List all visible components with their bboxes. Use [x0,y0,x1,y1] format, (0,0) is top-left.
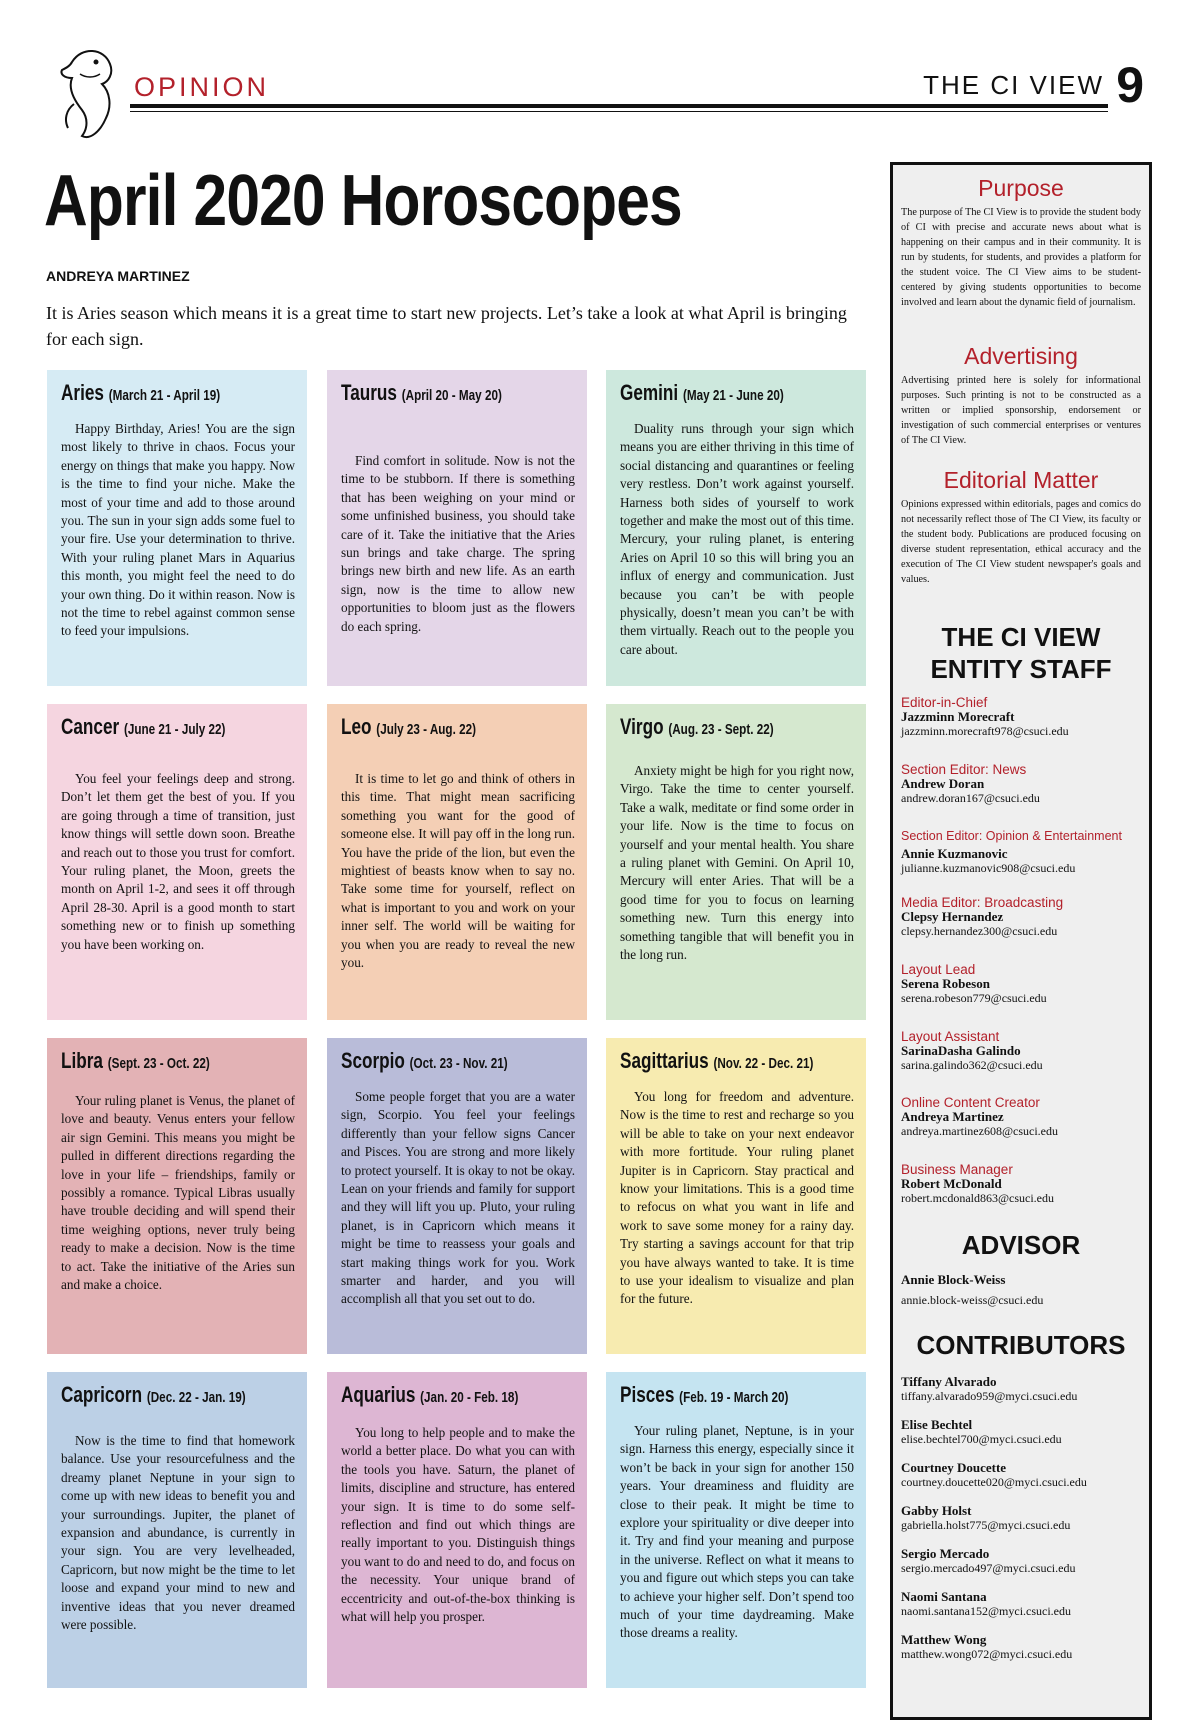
staff-name: Robert McDonald [901,1176,1002,1191]
sign-heading [341,1382,524,1408]
contributor-entry [901,1590,1147,1618]
sign-card-capricorn [47,1372,307,1688]
sign-dates: (Sept. 23 - Oct. 22) [107,1055,210,1072]
staff-role: Section Editor: Opinion & Entertainment [901,829,1122,843]
sign-card-aquarius [327,1372,587,1688]
sign-dates: (Dec. 22 - Jan. 19) [146,1389,246,1406]
staff-entry [901,829,1147,875]
staff-role: Layout Lead [901,962,976,977]
staff-email: andrew.doran167@csuci.edu [901,791,1040,805]
sign-text: You long for freedom and adventure. Now is the time to rest and recharge so you will be able to take on your next endeavor with more fortitude. Your ruling planet Jupiter is in Capricorn. Stay practical and know your limitations. This is a good time to refocus on what you want in life and work to save some money for a rainy day. Try starting a savings account for that trip you have always wanted to take. It is time to use your idealism to visualize and plan for the future. [620,1089,854,1307]
contributor-entry [901,1633,1147,1661]
sign-heading [341,1048,524,1074]
staff-role: Online Content Creator [901,1095,1040,1110]
byline: ANDREYA MARTINEZ [46,268,190,284]
sign-heading [620,714,803,740]
sign-card-sagittarius [606,1038,866,1354]
contributor-entry [901,1547,1147,1575]
masthead-text: THE CI VIEW [923,70,1104,100]
contributor-name: Naomi Santana [901,1589,987,1604]
sign-name: Virgo [620,714,664,739]
sign-card-gemini [606,370,866,686]
sign-name: Taurus [341,380,397,405]
sign-card-virgo [606,704,866,1020]
sign-name: Capricorn [61,1382,143,1407]
sign-text: Duality runs through your sign which means you are either thriving in this time of social distancing and quarantines or feeling very restless. Don’t work against yourself. Harness both sides of yourself to work together and make the most out of this time. Mercury, your ruling planet, is entering Aries on April 10 so this will bring you an influx of energy and communication. Just because you can’t be with people physically, doesn’t mean you can’t be with them virtually. Reach out to the people you care about. [620,421,854,657]
sign-text: Anxiety might be high for you right now, Virgo. Take the time to center yourself. Take a walk, meditate or find some order in your life. Now is the time to focus on yourself and your mental health. You share a ruling planet with Gemini. On April 10, Mercury will enter Aries. That will be a good time for you to focus on learning something new. Turn this energy into something tangible that will benefit you in the long run. [620,763,854,963]
contributor-email: courtney.doucette020@myci.csuci.edu [901,1475,1087,1489]
sign-text: It is time to let go and think of others in this time. That might mean sacrificing something you want for the good of someone else. It will pay off in the long run. You have the pride of the lion, but even the mightiest of beasts know when to say no. Take some time for yourself, reflect on what is important to you and work on your inner self. The world will be waiting for you when you are ready to reveal the new you. [341,771,575,971]
editorial-text: Opinions expressed within editorials, pages and comics do not necessarily reflect those of The CI View, its faculty or the student body. Publications are produced focusing on diverse student representation, ethical accuracy and the execution of The CI View student newspaper's goals and values. [901,499,1141,585]
staff-role: Business Manager [901,1162,1013,1177]
sign-name: Cancer [61,714,120,739]
contributor-email: naomi.santana152@myci.csuci.edu [901,1604,1072,1618]
contributor-name: Gabby Holst [901,1503,972,1518]
sign-dates: (April 20 - May 20) [401,387,502,404]
staff-email: jazzminn.morecraft978@csuci.edu [901,724,1069,738]
sign-heading [61,1048,244,1074]
sign-text: Find comfort in solitude. Now is not the time to be stubborn. If there is something that has been weighing on your mind or some unfinished business, you should take care of it. Take the initiative that the Aries sun brings and take charge. The spring brings new birth and new life. As an earth sign, now is the time to allow new opportunities to bloom just as the flowers do each spring. [341,453,575,634]
staff-name: Jazzminn Morecraft [901,709,1015,724]
staff-entry [901,762,1147,805]
staff-entry [901,962,1147,1005]
advertising-heading: Advertising [964,343,1078,369]
sign-name: Gemini [620,380,679,405]
contributor-email: matthew.wong072@myci.csuci.edu [901,1647,1073,1661]
sign-dates: (Aug. 23 - Sept. 22) [668,721,774,738]
sign-heading [341,380,524,406]
staff-name: SarinaDasha Galindo [901,1043,1021,1058]
sign-heading [620,380,803,406]
staff-entry [901,895,1147,938]
staff-email: robert.mcdonald863@csuci.edu [901,1191,1055,1205]
sign-heading [61,714,244,740]
staff-entry [901,1029,1147,1072]
sign-text: Your ruling planet is Venus, the planet of love and beauty. Venus enters your fellow air sign Gemini. This means you might be pulled in different directions regarding the love in your life – friendships, family or possibly a romance. Typical Libras usually have trouble deciding and will spend their time weighing options, never truly being ready to make a decision. Now is the time to act. Take the initiative of the Aries sun and make a choice. [61,1093,295,1293]
sign-dates: (Feb. 19 - March 20) [679,1389,789,1406]
staff-role: Layout Assistant [901,1029,1000,1044]
section-label: OPINION [134,72,270,102]
sign-dates: (Oct. 23 - Nov. 21) [409,1055,508,1072]
sign-dates: (June 21 - July 22) [123,721,226,738]
contributor-name: Tiffany Alvarado [901,1374,997,1389]
sign-text: Your ruling planet, Neptune, is in your sign. Harness this energy, especially since it won’t be back in your sign for another 150 years. Your dreaminess and fluidity are close to their peak. It might be time to explore your spirituality or dive deeper into it. Try and find your meaning and purpose in the universe. Reflect on what it means to you and figure out which steps you can take to achieve your higher self. Don’t spend too much of your time daydreaming. Make those dreams a reality. [620,1423,854,1641]
purpose-text: The purpose of The CI View is to provide the student body of CI with precise and accurate news about what is happening on their campus and in their community. It is run by students, for students, and provides a platform for the student voice. The CI View aims to be student-centered by giving students opportunities to become involved and learn about the dynamic field of journalism. [901,207,1141,308]
sign-card-scorpio [327,1038,587,1354]
header-rule [130,104,1108,108]
contributor-entry [901,1504,1147,1532]
sign-name: Aquarius [341,1382,416,1407]
contributor-name: Matthew Wong [901,1632,987,1647]
contributor-email: tiffany.alvarado959@myci.csuci.edu [901,1389,1078,1403]
staff-role: Section Editor: News [901,762,1027,777]
sign-name: Aries [61,380,104,405]
contributor-entry [901,1461,1147,1489]
sign-card-leo [327,704,587,1020]
staff-heading-line1: THE CI VIEW [941,622,1101,652]
staff-name: Serena Robeson [901,976,990,991]
sign-dates: (Jan. 20 - Feb. 18) [420,1389,519,1406]
sign-text: Some people forget that you are a water sign, Scorpio. You feel your feelings differently than your fellow signs Cancer and Pisces. You are strong and more likely to protect yourself. It is okay to not be okay. Lean on your friends and family for support and they will lift you up. Pluto, your ruling planet, is in Capricorn which means it might be time to reassess your goals and start making things work for you. Work smarter and harder, and you will accomplish all that you set out to do. [341,1089,575,1307]
staff-email: julianne.kuzmanovic908@csuci.edu [901,861,1076,875]
staff-heading [893,621,1149,685]
advisor-email: annie.block-weiss@csuci.edu [901,1293,1044,1307]
sign-heading [61,1382,244,1408]
advisor-name: Annie Block-Weiss [901,1272,1006,1287]
sign-card-taurus [327,370,587,686]
sign-heading [61,380,244,406]
contributors-heading: CONTRIBUTORS [916,1330,1126,1360]
sign-card-pisces [606,1372,866,1688]
advisor-entry [901,1273,1147,1307]
sign-card-libra [47,1038,307,1354]
contributor-email: elise.bechtel700@myci.csuci.edu [901,1432,1062,1446]
staff-sidebar [890,162,1152,1720]
staff-entry [901,1095,1147,1138]
sign-heading [620,1048,814,1074]
staff-role: Editor-in-Chief [901,695,988,710]
staff-email: serena.robeson779@csuci.edu [901,991,1047,1005]
staff-name: Andreya Martinez [901,1109,1004,1124]
article-title: April 2020 Horoscopes [44,161,682,241]
sign-text: You feel your feelings deep and strong. Don’t let them get the best of you. If you are going through a time of transition, just know things will settle down soon. Breathe and reach out to those you trust for comfort. Your ruling planet, the Moon, greets the month on April 1-2, and sees it off through April 28-30. April is a good month to start something new or to finish up something you have been working on. [61,771,295,952]
sign-name: Leo [341,714,372,739]
staff-name: Annie Kuzmanovic [901,846,1008,861]
sign-dates: (March 21 - April 19) [108,387,221,404]
staff-email: andreya.martinez608@csuci.edu [901,1124,1058,1138]
staff-heading-line2: ENTITY STAFF [930,654,1112,684]
sign-name: Scorpio [341,1048,405,1073]
contributor-name: Elise Bechtel [901,1417,973,1432]
sign-card-cancer [47,704,307,1020]
staff-email: clepsy.hernandez300@csuci.edu [901,924,1058,938]
advertising-text: Advertising printed here is solely for informational purposes. Such printing is not to be constructed as a written or implied sponsorship, endorsement or investigation of such commercial enterprises or ventures of The CI View. [901,375,1141,446]
contributor-name: Courtney Doucette [901,1460,1007,1475]
sign-dates: (Nov. 22 - Dec. 21) [713,1055,814,1072]
contributor-entry [901,1375,1147,1403]
staff-name: Andrew Doran [901,776,985,791]
dolphin-mascot-icon [52,44,122,144]
sign-name: Sagittarius [620,1048,709,1073]
contributor-entry [901,1418,1147,1446]
sign-name: Pisces [620,1382,675,1407]
sign-text: Happy Birthday, Aries! You are the sign most likely to thrive in chaos. Focus your energy on things that make you happy. Now is the time to find your niche. Make the most of your time and add to those around you. The sun in your sign adds some fuel to your fire. Use your determination to thrive. With your ruling planet Mars in Aquarius this month, you might feel the need to do your own thing. Do it within reason. Now is not the time to rebel against common sense to feed your impulsions. [61,421,295,639]
advisor-heading: ADVISOR [961,1230,1081,1260]
intro-paragraph: It is Aries season which means it is a great time to start new projects. Let’s take a look at what April is bringing for each sign. [46,303,847,349]
contributor-name: Sergio Mercado [901,1546,990,1561]
sign-text: Now is the time to find that homework balance. Use your resourcefulness and the dreamy planet Neptune in your sign to come up with new ideas to benefit you and your surroundings. Jupiter, the planet of expansion and abundance, is currently in your sign. You are very levelheaded, Capricorn, but now might be the time to let loose and expand your mind to new and inventive ideas that you never dreamed were possible. [61,1433,295,1633]
sign-text: You long to help people and to make the world a better place. Do what you can with the tools you have. Saturn, the planet of limits, discipline and structure, has entered your sign. It is time to do some self-reflection and find out which things are really important to you. Distinguish things you want to do and need to do, and focus on the necessity. Your unique brand of eccentricity and out-of-the-box thinking is what will help you prosper. [341,1425,575,1625]
staff-role: Media Editor: Broadcasting [901,895,1064,910]
contributor-email: gabriella.holst775@myci.csuci.edu [901,1518,1071,1532]
sign-heading [620,1382,803,1408]
staff-name: Clepsy Hernandez [901,909,1004,924]
header-rule-thin [130,111,1108,112]
editorial-heading: Editorial Matter [943,467,1099,493]
sign-name: Libra [61,1048,103,1073]
contributor-email: sergio.mercado497@myci.csuci.edu [901,1561,1076,1575]
staff-entry [901,695,1147,738]
staff-email: sarina.galindo362@csuci.edu [901,1058,1043,1072]
staff-entry [901,1162,1147,1205]
sign-dates: (May 21 - June 20) [682,387,784,404]
sign-card-aries [47,370,307,686]
page-number: 9 [1116,57,1144,113]
masthead [923,70,1104,101]
purpose-heading: Purpose [978,175,1064,201]
sign-heading [341,714,524,740]
sign-dates: (July 23 - Aug. 22) [376,721,476,738]
